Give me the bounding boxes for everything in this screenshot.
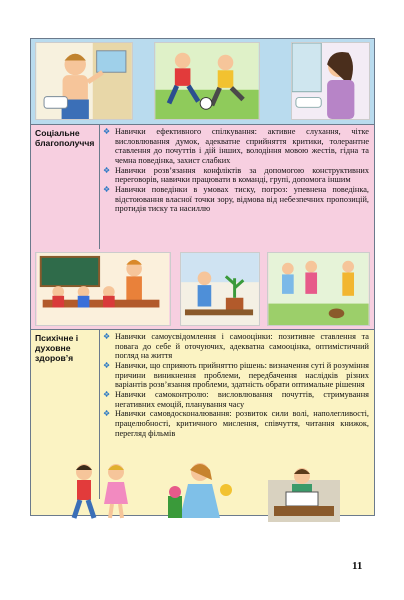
content-frame — [30, 38, 375, 516]
list-item: ❖ Навички, що сприяють прийняттю рішень: визначення суті й розуміння причини виникнення проблеми, передбачення наслідків різних варіантів розв’язання проблеми, здатність обрати оптимальне рішення — [103, 360, 369, 390]
boy-washing-illustration — [35, 42, 133, 120]
diamond-bullet-icon: ❖ — [103, 332, 111, 341]
children-dancing-illustration — [62, 460, 138, 522]
list-item: ❖ Навички ефективного спілкування: активне слухання, чітке висловлювання думок, адекватне сприйняття критики, толерантне ставлення до почуттів і дій інших, володіння мовою жестів, гідна та чемна поведінка, захист слабких — [103, 127, 369, 165]
boy-reading-book-illustration — [268, 460, 340, 522]
boys-playing-football-illustration — [154, 42, 260, 120]
children-talking-in-park-illustration — [267, 252, 370, 326]
diamond-bullet-icon: ❖ — [103, 184, 111, 194]
mental-skills-list — [103, 332, 369, 438]
girl-watering-plant-illustration — [180, 252, 260, 326]
girl-with-flowers-illustration — [164, 460, 236, 522]
list-item: ❖ Навички самоусвідомлення і самооцінки: позитивне ставлення та повага до себе й оточуючих, адекватна самооцінка, оптимістичний погляд на життя — [103, 332, 369, 361]
diamond-bullet-icon: ❖ — [103, 127, 111, 136]
classroom-lesson-illustration — [35, 252, 171, 326]
social-wellbeing-row — [31, 124, 374, 249]
list-item: ❖ Навички самовдосконалювання: розвиток сили волі, наполегливості, працелюбності, критичного мислення, співчуття, читання книжок, перегляд фільмів — [103, 409, 369, 438]
list-item: ❖ Навички розв’язання конфліктів за допомогою конструктивних переговорів, навички працювати в команді, групі, допомога іншим — [103, 165, 369, 185]
diamond-bullet-icon: ❖ — [103, 360, 111, 370]
social-illustration-band — [31, 249, 374, 329]
girl-brushing-teeth-illustration — [291, 42, 370, 120]
diamond-bullet-icon: ❖ — [103, 389, 111, 399]
list-item: ❖ Навички поведінки в умовах тиску, погроз: упевнена поведінка, відстоювання власної точки зору, відмова від небезпечних пропозицій, протидія тиску та насиллю — [103, 184, 369, 214]
top-illustration-band — [31, 39, 374, 124]
diamond-bullet-icon: ❖ — [103, 165, 111, 175]
row-label-social: Соціальне благополуччя — [35, 128, 95, 148]
row-label-mental: Психічне і духовне здоров’я — [35, 333, 79, 363]
diamond-bullet-icon: ❖ — [103, 409, 111, 419]
social-skills-list — [103, 127, 369, 214]
list-item: ❖ Навички самоконтролю: висловлювання почуттів, стримування негативних емоцій, планування часу — [103, 389, 369, 409]
page-number: 11 — [352, 560, 363, 572]
row-divider — [99, 125, 100, 249]
